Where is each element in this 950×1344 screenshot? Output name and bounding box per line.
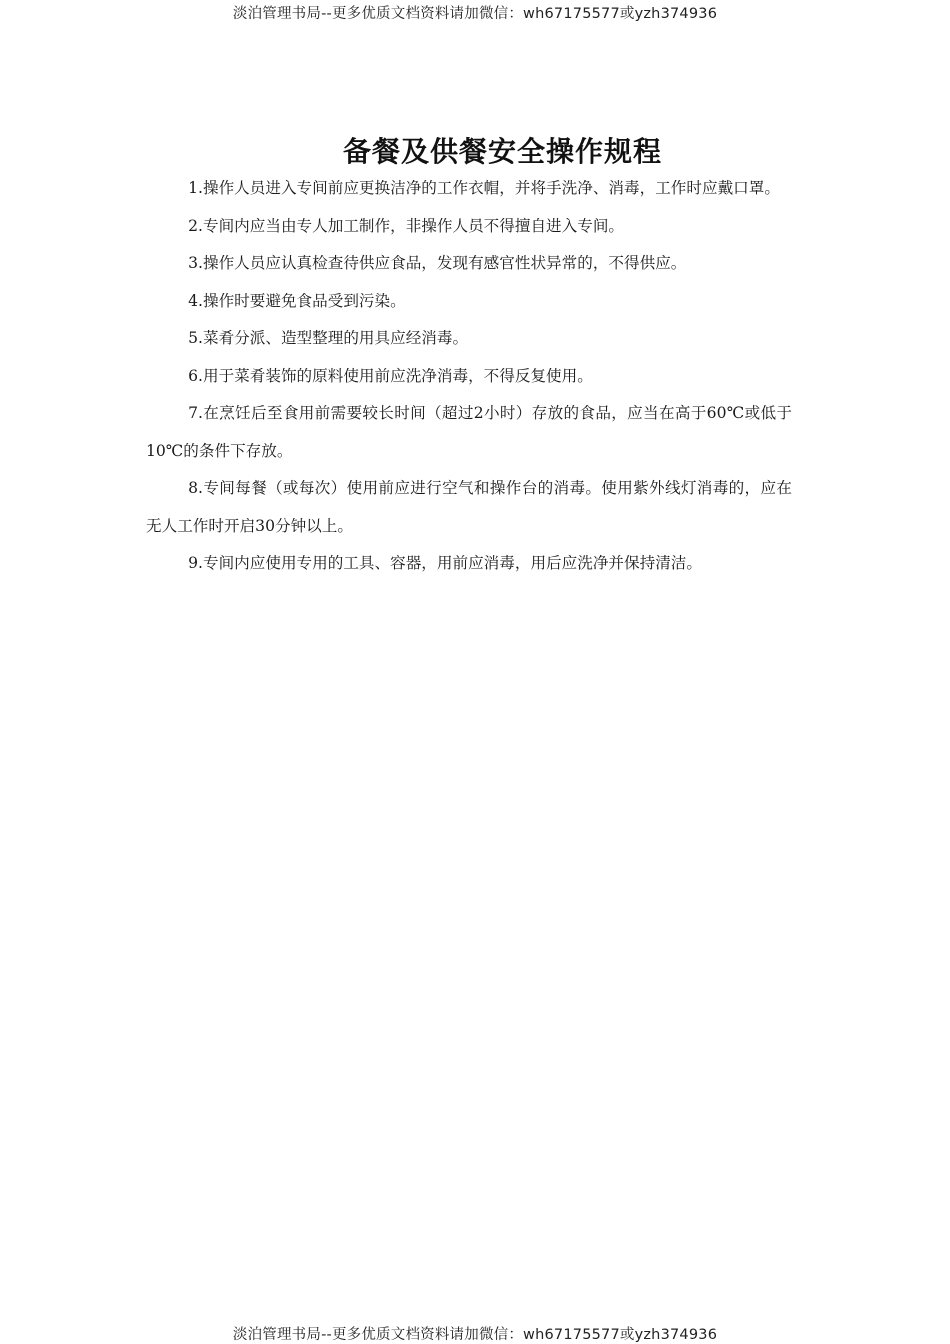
procedure-item-1: 1.操作人员进入专间前应更换洁净的工作衣帽，并将手洗净、消毒，工作时应戴口罩。 xyxy=(188,179,780,197)
page-header: 淡泊管理书局--更多优质文档资料请加微信：wh67175577或yzh374936 xyxy=(232,6,718,22)
procedure-item-3: 3.操作人员应认真检查待供应食品，发现有感官性状异常的，不得供应。 xyxy=(188,254,687,272)
procedure-item-9: 9.专间内应使用专用的工具、容器，用前应消毒，用后应洗净并保持清洁。 xyxy=(188,554,702,572)
procedure-item-2: 2.专间内应当由专人加工制作，非操作人员不得擅自进入专间。 xyxy=(188,216,625,235)
procedure-item-5: 5.菜肴分派、造型整理的用具应经消毒。 xyxy=(188,329,469,347)
procedure-item-8: 8.专间每餐（或每次）使用前应进行空气和操作台的消毒。使用紫外线灯消毒的，应在无人工作时开启30分钟以上。 xyxy=(146,479,792,535)
document-title: 备餐及供餐安全操作规程 xyxy=(342,135,662,168)
procedure-item-6: 6.用于菜肴装饰的原料使用前应洗净消毒，不得反复使用。 xyxy=(188,366,593,385)
document-body xyxy=(146,170,792,583)
procedure-item-7: 7.在烹饪后至食用前需要较长时间（超过2小时）存放的食品，应当在高于60℃或低于10℃的条件下存放。 xyxy=(146,404,792,460)
procedure-item-4: 4.操作时要避免食品受到污染。 xyxy=(188,291,406,310)
page-footer: 淡泊管理书局--更多优质文档资料请加微信：wh67175577或yzh374936 xyxy=(232,1327,718,1343)
